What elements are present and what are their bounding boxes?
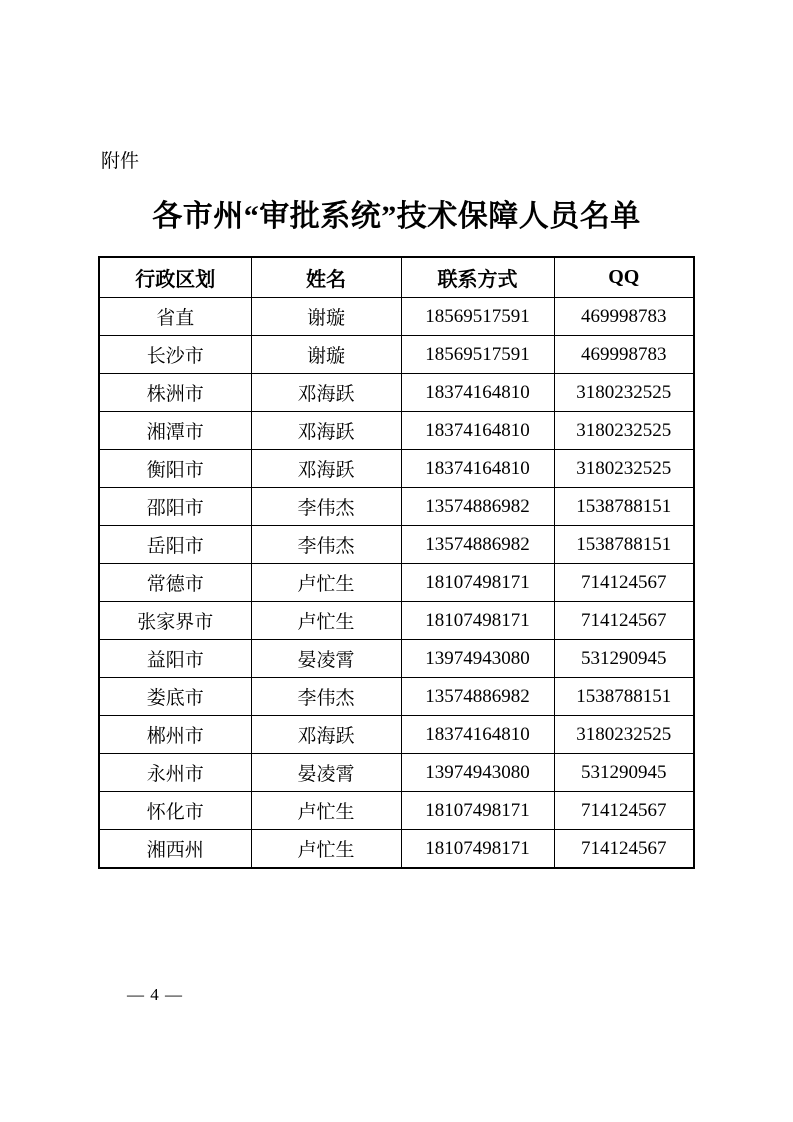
cell-region: 娄底市 [99, 678, 251, 716]
cell-region: 湘西州 [99, 830, 251, 869]
cell-qq: 3180232525 [554, 716, 694, 754]
cell-name: 谢璇 [251, 298, 401, 336]
cell-name: 卢忙生 [251, 792, 401, 830]
table-row [99, 450, 694, 488]
cell-region: 郴州市 [99, 716, 251, 754]
cell-region: 怀化市 [99, 792, 251, 830]
table-row [99, 526, 694, 564]
table-row [99, 374, 694, 412]
cell-phone: 18107498171 [401, 564, 554, 602]
table-row [99, 792, 694, 830]
column-header-region: 行政区划 [99, 257, 251, 298]
cell-name: 邓海跃 [251, 412, 401, 450]
cell-qq: 1538788151 [554, 488, 694, 526]
cell-phone: 18569517591 [401, 298, 554, 336]
cell-phone: 18374164810 [401, 716, 554, 754]
cell-qq: 469998783 [554, 336, 694, 374]
cell-name: 邓海跃 [251, 374, 401, 412]
cell-region: 衡阳市 [99, 450, 251, 488]
table-row [99, 298, 694, 336]
table-row [99, 754, 694, 792]
table-row [99, 488, 694, 526]
table-header-row [99, 257, 694, 298]
cell-phone: 18374164810 [401, 450, 554, 488]
cell-name: 晏凌霄 [251, 640, 401, 678]
page-number: — 4 — [127, 985, 183, 1004]
page-title: 各市州“审批系统”技术保障人员名单 [152, 200, 641, 233]
table-row [99, 716, 694, 754]
cell-name: 卢忙生 [251, 564, 401, 602]
cell-qq: 469998783 [554, 298, 694, 336]
cell-qq: 714124567 [554, 792, 694, 830]
cell-qq: 714124567 [554, 602, 694, 640]
table-header [99, 257, 694, 298]
cell-region: 常德市 [99, 564, 251, 602]
cell-name: 邓海跃 [251, 716, 401, 754]
table-row [99, 564, 694, 602]
cell-region: 省直 [99, 298, 251, 336]
table-body [99, 298, 694, 869]
cell-phone: 18107498171 [401, 602, 554, 640]
column-header-name: 姓名 [251, 257, 401, 298]
cell-phone: 18107498171 [401, 830, 554, 869]
table-row [99, 336, 694, 374]
cell-region: 永州市 [99, 754, 251, 792]
cell-phone: 18107498171 [401, 792, 554, 830]
cell-region: 湘潭市 [99, 412, 251, 450]
cell-region: 长沙市 [99, 336, 251, 374]
cell-phone: 13974943080 [401, 640, 554, 678]
cell-qq: 3180232525 [554, 374, 694, 412]
cell-name: 晏凌霄 [251, 754, 401, 792]
cell-phone: 13574886982 [401, 526, 554, 564]
personnel-table [98, 256, 695, 869]
cell-name: 李伟杰 [251, 488, 401, 526]
cell-region: 邵阳市 [99, 488, 251, 526]
cell-phone: 13974943080 [401, 754, 554, 792]
table-row [99, 602, 694, 640]
cell-region: 岳阳市 [99, 526, 251, 564]
cell-region: 益阳市 [99, 640, 251, 678]
cell-phone: 18374164810 [401, 374, 554, 412]
column-header-phone: 联系方式 [401, 257, 554, 298]
cell-phone: 13574886982 [401, 678, 554, 716]
cell-phone: 13574886982 [401, 488, 554, 526]
cell-phone: 18569517591 [401, 336, 554, 374]
cell-name: 李伟杰 [251, 526, 401, 564]
cell-name: 卢忙生 [251, 830, 401, 869]
cell-qq: 3180232525 [554, 412, 694, 450]
column-header-qq: QQ [554, 257, 694, 298]
cell-name: 卢忙生 [251, 602, 401, 640]
cell-name: 谢璇 [251, 336, 401, 374]
attachment-label: 附件 [101, 151, 140, 172]
cell-qq: 1538788151 [554, 526, 694, 564]
cell-region: 株洲市 [99, 374, 251, 412]
cell-region: 张家界市 [99, 602, 251, 640]
table-row [99, 412, 694, 450]
cell-qq: 714124567 [554, 830, 694, 869]
cell-qq: 1538788151 [554, 678, 694, 716]
cell-qq: 531290945 [554, 640, 694, 678]
table-row [99, 678, 694, 716]
cell-qq: 3180232525 [554, 450, 694, 488]
table-row [99, 640, 694, 678]
table-row [99, 830, 694, 869]
cell-phone: 18374164810 [401, 412, 554, 450]
cell-name: 李伟杰 [251, 678, 401, 716]
cell-qq: 531290945 [554, 754, 694, 792]
cell-qq: 714124567 [554, 564, 694, 602]
cell-name: 邓海跃 [251, 450, 401, 488]
